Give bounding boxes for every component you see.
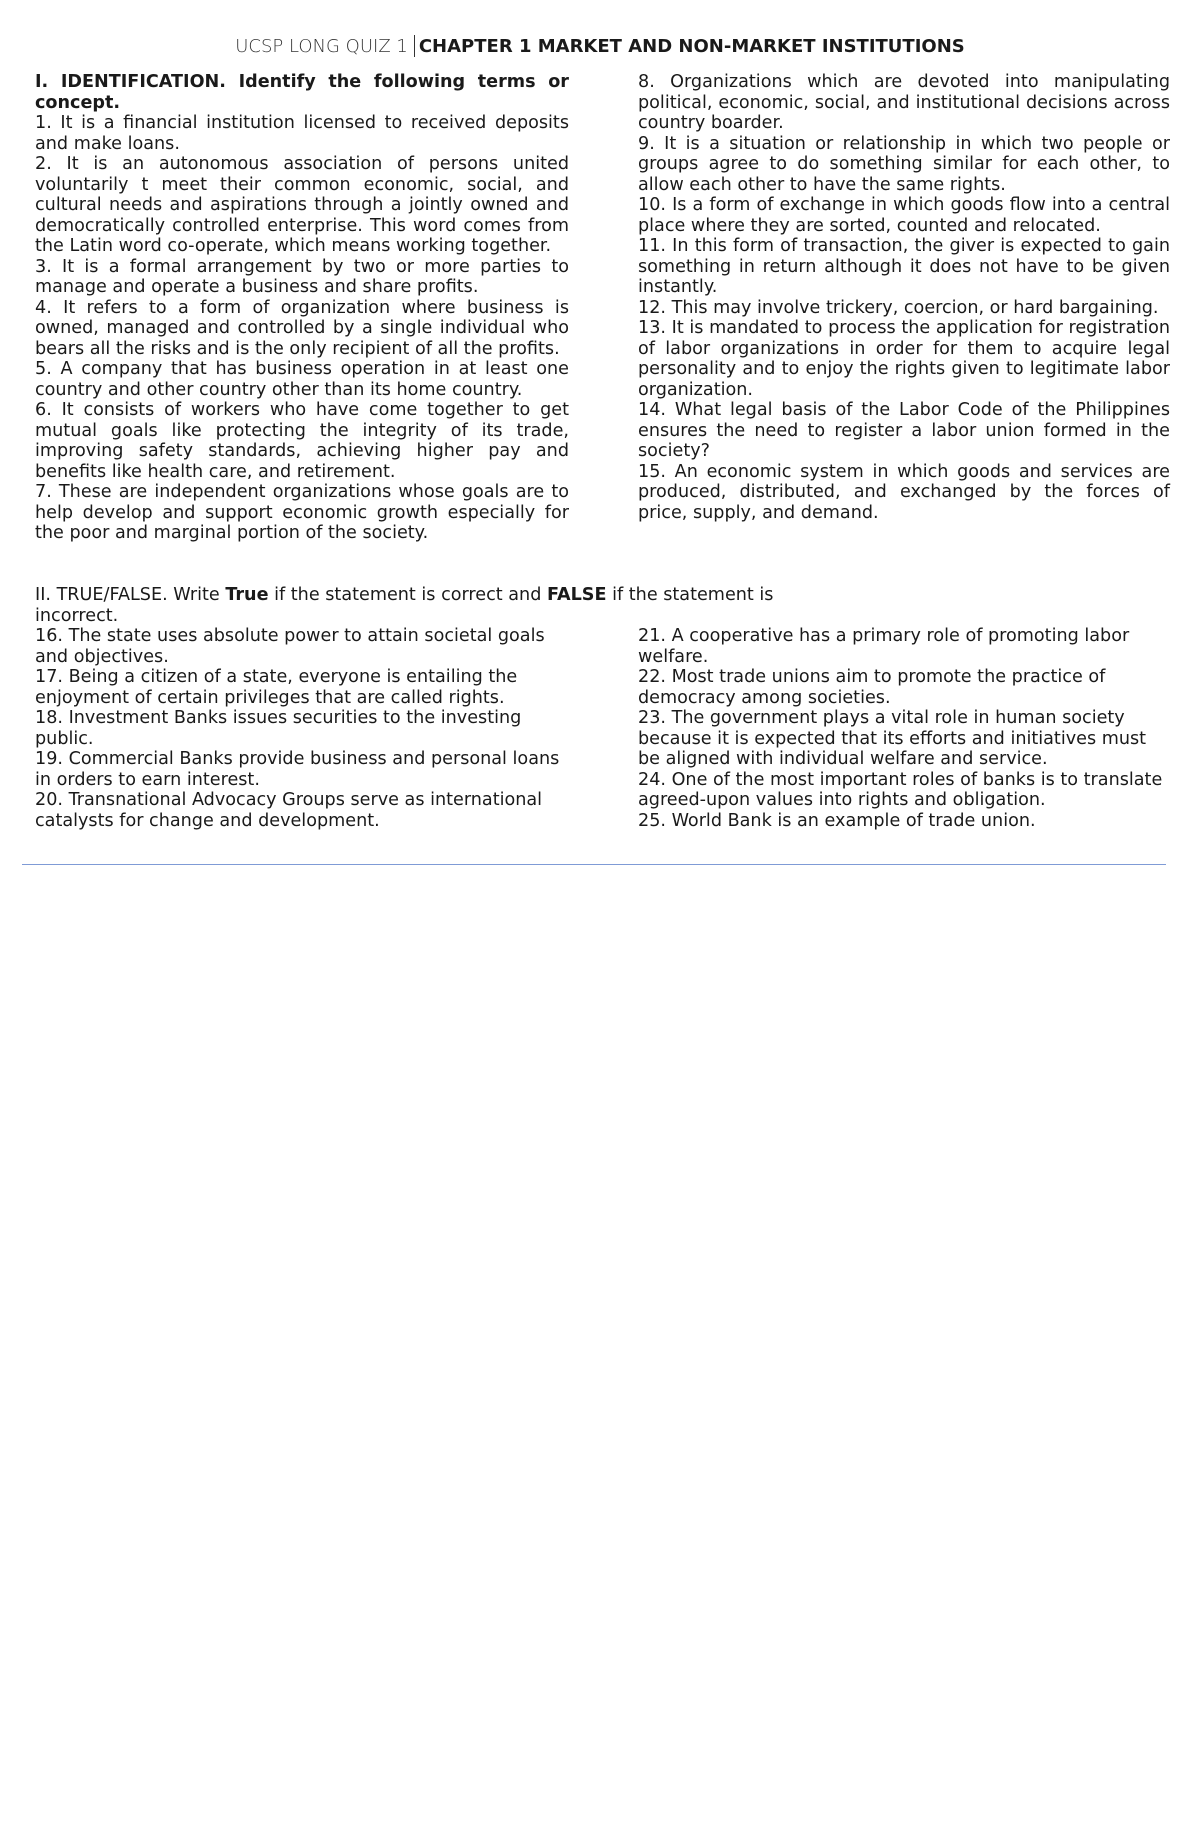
question-item: 4. It refers to a form of organization where business is owned, managed and controlled by a single individual who bears all the risks and is the only recipient of all the profits. xyxy=(35,297,569,359)
true-false-instructions xyxy=(35,585,775,626)
question-item: 8. Organizations which are devoted into manipulating political, economic, social, and institutional decisions across country boarder. xyxy=(638,72,1170,133)
question-item: 14. What legal basis of the Labor Code of the Philippines ensures the need to register a labor union formed in the society? xyxy=(638,400,1170,461)
quiz-label: UCSP LONG QUIZ 1 xyxy=(235,36,408,57)
statement-item: 23. The government plays a vital role in human society because it is expected that its efforts and initiatives must be aligned with individual welfare and service. xyxy=(638,708,1147,769)
statement-item: 16. The state uses absolute power to attain societal goals and objectives. xyxy=(35,626,545,667)
instruction-false-keyword: FALSE xyxy=(546,585,607,605)
statement-item: 25. World Bank is an example of trade union. xyxy=(638,810,1036,831)
identification-heading: I. IDENTIFICATION. Identify the following terms or concept. xyxy=(35,72,569,113)
question-item: 10. Is a form of exchange in which goods flow into a central place where they are sorted, counted and relocated. xyxy=(638,195,1170,236)
identification-left-column xyxy=(35,72,569,544)
statement-item: 17. Being a citizen of a state, everyone is entailing the enjoyment of certain privileges that are called rights. xyxy=(35,667,518,708)
statement-item: 21. A cooperative has a primary role of promoting labor welfare. xyxy=(638,626,1130,667)
question-item: 7. These are independent organizations whose goals are to help develop and support economic growth especially for the poor and marginal portion of the society. xyxy=(35,482,569,543)
question-item: 11. In this form of transaction, the giver is expected to gain something in return although it does not have to be given instantly. xyxy=(638,236,1170,297)
statement-item: 18. Investment Banks issues securities to the investing public. xyxy=(35,708,522,749)
statement-item: 24. One of the most important roles of banks is to translate agreed-upon values into rights and obligation. xyxy=(638,769,1163,810)
instruction-true-keyword: True xyxy=(225,585,269,605)
statement-item: 20. Transnational Advocacy Groups serve as international catalysts for change and development. xyxy=(35,790,543,831)
question-item: 3. It is a formal arrangement by two or more parties to manage and operate a business and share profits. xyxy=(35,256,569,297)
identification-right-column xyxy=(638,72,1170,523)
statement-item: 19. Commercial Banks provide business and personal loans in orders to earn interest. xyxy=(35,749,560,790)
question-item: 15. An economic system in which goods and services are produced, distributed, and exchanged by the forces of price, supply, and demand. xyxy=(638,461,1170,523)
chapter-title: CHAPTER 1 MARKET AND NON-MARKET INSTITUTIONS xyxy=(418,36,965,57)
title-separator xyxy=(414,35,415,57)
statement-item: 22. Most trade unions aim to promote the practice of democracy among societies. xyxy=(638,667,1106,708)
instruction-text: II. TRUE/FALSE. Write xyxy=(35,585,226,605)
question-item: 1. It is a financial institution licensed to received deposits and make loans. xyxy=(35,113,569,154)
instruction-text: if the statement is incorrect. xyxy=(35,585,774,626)
true-false-left-column xyxy=(35,626,569,831)
question-item: 9. It is a situation or relationship in which two people or groups agree to do something similar for each other, to allow each other to have the same rights. xyxy=(638,133,1170,195)
instruction-text: if the statement is correct and xyxy=(268,585,547,605)
page-title xyxy=(0,35,1200,59)
question-item: 2. It is an autonomous association of persons united voluntarily t meet their common economic, social, and cultural needs and aspirations through a jointly owned and democratically controlled enterprise. This word comes from the Latin word co-operate, which means working together. xyxy=(35,154,569,256)
question-item: 6. It consists of workers who have come together to get mutual goals like protecting the integrity of its trade, improving safety standards, achieving higher pay and benefits like health care, and retirement. xyxy=(35,400,569,482)
question-item: 12. This may involve trickery, coercion, or hard bargaining. xyxy=(638,297,1159,318)
question-item: 13. It is mandated to process the application for registration of labor organizations in order for them to acquire legal personality and to enjoy the rights given to legitimate labor organization. xyxy=(638,318,1170,400)
true-false-right-column xyxy=(638,626,1170,831)
question-item: 5. A company that has business operation in at least one country and other country other than its home country. xyxy=(35,359,569,400)
section-divider xyxy=(22,864,1166,865)
